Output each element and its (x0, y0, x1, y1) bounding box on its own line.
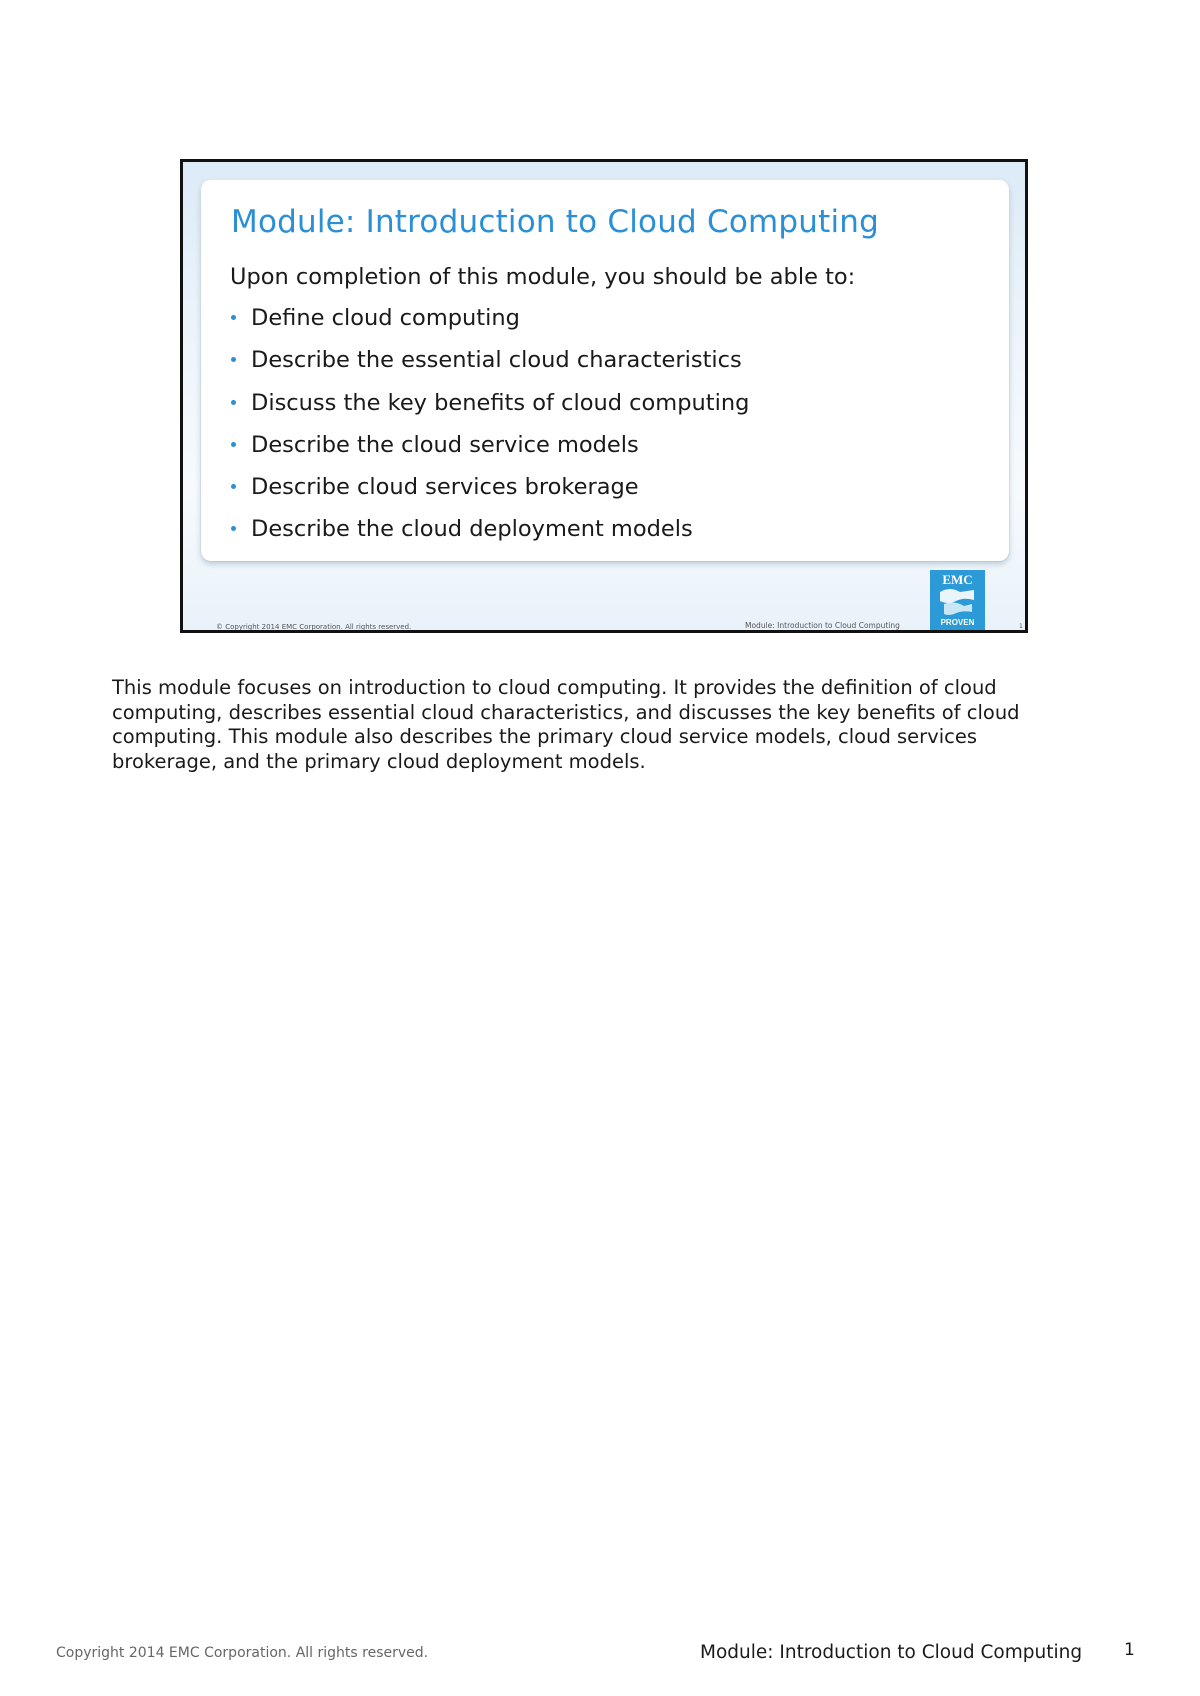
list-item-text: Describe the cloud deployment models (251, 516, 693, 543)
list-item-text: Describe cloud services brokerage (251, 474, 639, 501)
notes-line: This module focuses on introduction to cloud computing. It provides the definition of cloud (112, 676, 997, 699)
bullet-icon (231, 442, 236, 447)
bullet-icon (231, 526, 236, 531)
emc-proven-logo (930, 570, 985, 632)
speaker-notes (112, 676, 1072, 774)
logo-text-bottom: PROVEN (940, 618, 975, 627)
list-item (230, 515, 749, 557)
slide-page-number: 1 (1019, 623, 1023, 630)
slide-intro: Upon completion of this module, you should be able to: (230, 264, 856, 290)
notes-line: brokerage, and the primary cloud deployment models. (112, 749, 646, 773)
list-item-text: Define cloud computing (251, 305, 520, 331)
slide-title: Module: Introduction to Cloud Computing (231, 204, 880, 240)
bullet-icon (231, 357, 236, 362)
list-item (230, 304, 749, 346)
logo-text-top: EMC (942, 572, 973, 587)
notes-line: computing, describes essential cloud characteristics, and discusses the key benefits of cloud (112, 700, 1020, 724)
page-number: 1 (1124, 1640, 1135, 1660)
page-copyright: Copyright 2014 EMC Corporation. All rights reserved. (56, 1645, 429, 1661)
objectives-list (230, 304, 749, 558)
emc-logo-icon (930, 570, 985, 632)
list-item (230, 473, 749, 515)
list-item (230, 346, 749, 388)
list-item-text: Describe the cloud service models (251, 431, 639, 458)
bullet-icon (231, 484, 236, 489)
slide-thumbnail (180, 159, 1028, 633)
slide-copyright: © Copyright 2014 EMC Corporation. All rights reserved. (216, 623, 412, 631)
slide-content-card (201, 180, 1009, 561)
list-item (230, 389, 749, 431)
bullet-icon (231, 315, 236, 320)
notes-line: computing. This module also describes the primary cloud service models, cloud services (112, 725, 978, 748)
bullet-icon (231, 400, 236, 405)
page-footer-title: Module: Introduction to Cloud Computing (700, 1642, 1083, 1663)
slide-footer-title: Module: Introduction to Cloud Computing (745, 621, 900, 630)
list-item (230, 431, 749, 473)
list-item-text: Describe the essential cloud characteristics (251, 347, 742, 374)
list-item-text: Discuss the key benefits of cloud computing (251, 389, 750, 416)
